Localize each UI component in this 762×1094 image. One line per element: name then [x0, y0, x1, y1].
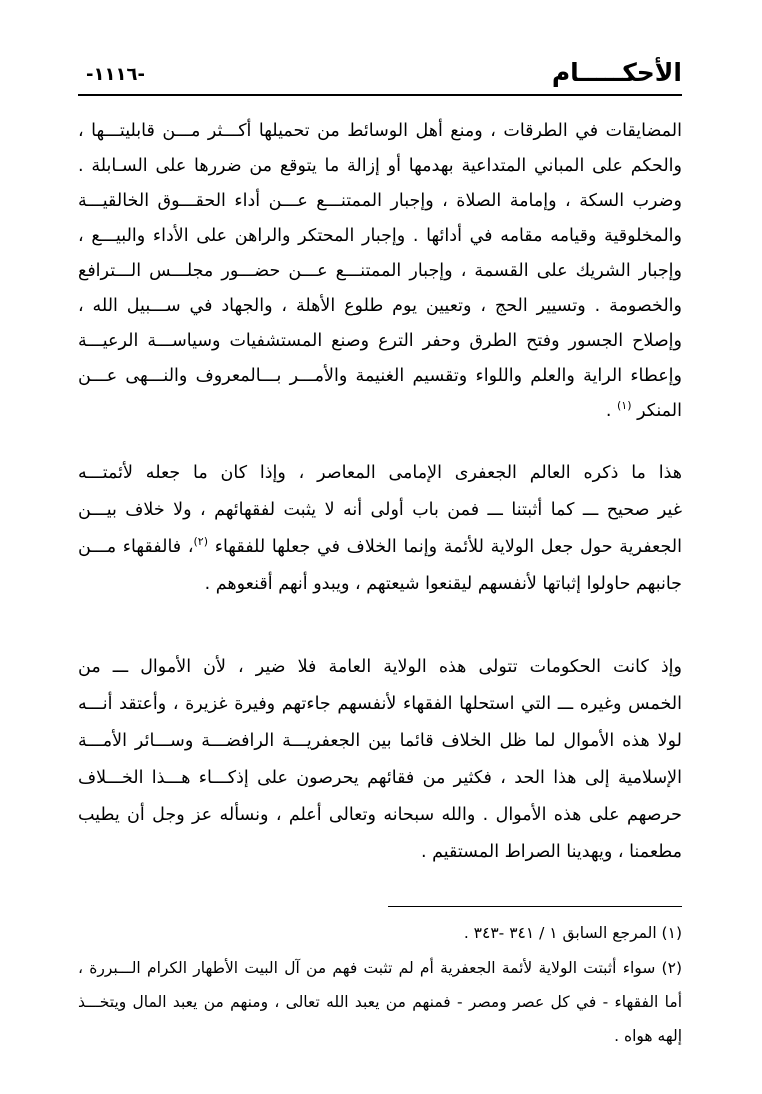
page-header [78, 56, 682, 92]
body-line: والخصومة . وتسيير الحج ، وتعيين يوم طلوع الأهلة ، والجهاد في ســـبيل الله ، [78, 296, 682, 316]
footnote-ref-2: (٢) [193, 535, 209, 549]
body-line: هذا ما ذكره العالم الجعفرى الإمامى المعاصر ، وإذا كان ما جعله لأئمتـــه [78, 463, 682, 483]
footnote-2-cont: إلهه هواه . [614, 1027, 682, 1045]
body-line: والحكم على المباني المتداعية بهدمها أو إزالة ما يتوقع من ضررها على السـابلة . [78, 156, 682, 176]
footnote-2-cont: أما الفقهاء - في كل عصر ومصر - فمنهم من يعبد الله تعالى ، ومنهم من يعبد المال ويتخـــذ [78, 993, 682, 1011]
body-line: الخمس وغيره ـــ التي استحلها الفقهاء لأنفسهم جاءتهم وفيرة غزيرة ، وأعتقد أنـــه [78, 694, 682, 714]
footnote-2: (٢) سواء أثبتت الولاية لأئمة الجعفرية أم لم تثبت فهم من آل البيت الأطهار الكرام الـــبررة ، [78, 959, 682, 977]
body-text: الجعفرية حول جعل الولاية للأئمة وإنما الخلاف في جعلها للفقهاء [214, 537, 682, 557]
footnote-1: (١) المرجع السابق ١ / ٣٤١ -٣٤٣ . [463, 924, 682, 942]
header-divider [78, 94, 682, 96]
body-line: وإذ كانت الحكومات تتولى هذه الولاية العامة فلا ضير ، لأن الأموال ـــ من [78, 657, 682, 677]
body-text: المنكر [637, 401, 682, 421]
page-number: -١١١٦- [86, 64, 145, 85]
body-line: لولا هذه الأموال لما ظل الخلاف قائما بين الجعفريـــة الرافضـــة وســـائر الأمـــة [78, 731, 682, 751]
body-line [78, 530, 682, 564]
body-line: وإصلاح الجسور وفتح الطرق وحفر الترع وصنع المستشفيات وسياســـة الرعيـــة [78, 331, 682, 351]
body-line: وضرب السكة ، وإمامة الصلاة ، وإجبار الممتنـــع عـــن أداء الحقـــوق الخالقيـــة [78, 191, 682, 211]
body-line: والمخلوقية وقيامه مقامه في أدائها . وإجبار المحتكر والراهن على الأداء والبيـــع ، [78, 226, 682, 246]
body-line: وإعطاء الراية والعلم واللواء وتقسيم الغنيمة والأمـــر بـــالمعروف والنـــهى عـــن [78, 366, 682, 386]
body-line: حرصهم على هذه الأموال . والله سبحانه وتعالى أعلم ، ونسأله عز وجل أن يطيب [78, 805, 682, 825]
footnote-ref-1: (١) [616, 399, 632, 413]
body-line: المضايقات في الطرقات ، ومنع أهل الوسائط من تحميلها أكـــثر مـــن قابليتـــها ، [78, 121, 682, 141]
body-line: جانبهم حاولوا إثباتها لأنفسهم ليقنعوا شيعتهم ، ويبدو أنهم أقنعوهم . [204, 574, 682, 594]
body-line: مطعمنا ، ويهدينا الصراط المستقيم . [420, 842, 682, 862]
body-line: وإجبار الشريك على القسمة ، وإجبار الممتنـــع عـــن حضـــور مجلـــس الـــترافع [78, 261, 682, 281]
sentence-end: . [605, 401, 617, 421]
running-title: الأحكـــــام [551, 58, 682, 87]
footnote-divider [388, 906, 682, 907]
body-text: ، فالفقهاء مـــن [78, 537, 194, 557]
body-line [78, 394, 682, 428]
body-line: الإسلامية إلى هذا الحد ، فكثير من فقائهم يحرصون على إذكـــاء هـــذا الخـــلاف [78, 768, 682, 788]
body-line: غير صحيح ـــ كما أثبتنا ـــ فمن باب أولى أنه لا يثبت لفقهائهم ، ولا خلاف بيـــن [78, 500, 682, 520]
